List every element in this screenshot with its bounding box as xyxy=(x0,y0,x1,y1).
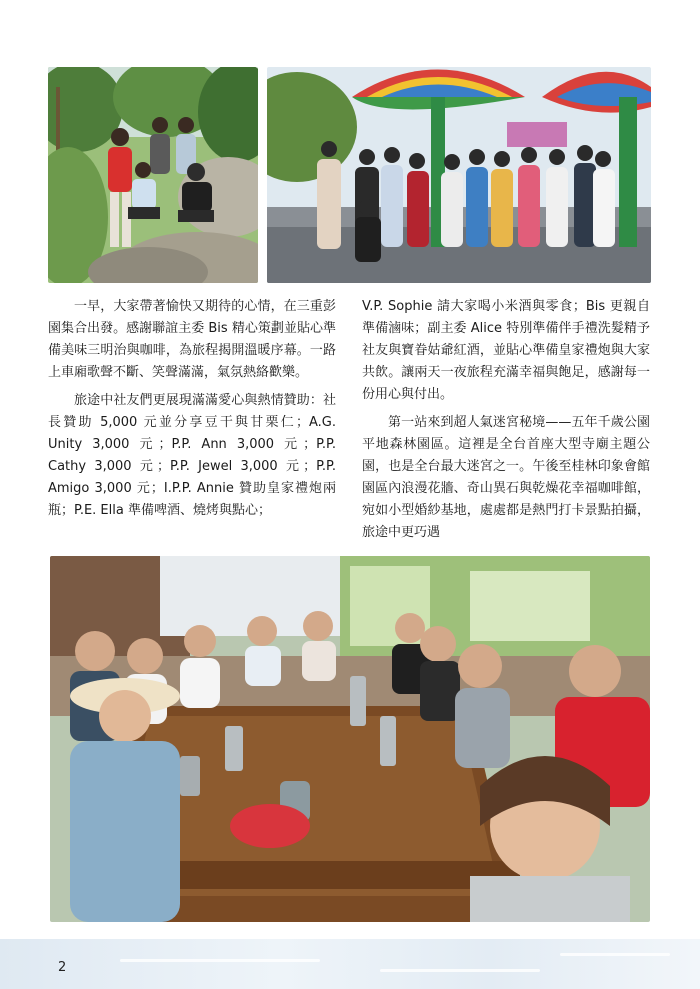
article-right-column xyxy=(362,296,650,550)
photo-group-rocks xyxy=(48,67,258,283)
paragraph-departure: 一早，大家帶著愉快又期待的心情，在三重彭園集合出發。感謝聯誼主委 Bis 精心策劃並貼心準備美味三明治與咖啡，為旅程揭開溫暖序幕。一路上車廂歌聲不斷、笑聲滿滿，氣氛熱絡歡樂。 xyxy=(48,299,336,380)
photo-group-selfie-restaurant xyxy=(50,556,650,922)
paragraph-first-stop: 第一站來到超人氣迷宮秘境——五年千歲公園平地森林園區。這裡是全台首座大型寺廟主題公園，也是全台最大迷宮之一。午後至桂林印象會館園區內浪漫花牆、奇山異石與乾燥花幸福咖啡館，宛如小型婚紗基地，處處都是熱門打卡景點拍攝，旅途中更巧遇 xyxy=(362,415,650,540)
photo-group-umbrellas xyxy=(267,67,651,283)
article-left-column xyxy=(48,296,336,528)
paragraph-sponsors: 旅途中社友們更展現滿滿愛心與熱情贊助：社長贊助 5,000 元並分享豆干與甘栗仁；A.G. Unity 3,000 元；P.P. Ann 3,000 元；P.P. Cathy 3,000 元；P.P. Jewel 3,000 元；P.P. Amigo 3,000 元；I.P.P. Annie 贊助皇家禮炮兩瓶；P.E. Ella 準備啤酒、燒烤與點心； xyxy=(48,393,336,518)
paragraph-sponsors-continued: V.P. Sophie 請大家喝小米酒與零食；Bis 更親自準備滷味；副主委 Alice 特別準備伴手禮洗髮精予社友與寶眷姑爺紅酒，並貼心準備皇家禮炮與大家共飲。讓兩天一夜旅程充滿幸福與飽足，感謝每一份用心與付出。 xyxy=(362,299,650,402)
page-number: 2 xyxy=(58,960,67,975)
page-footer xyxy=(0,939,700,989)
